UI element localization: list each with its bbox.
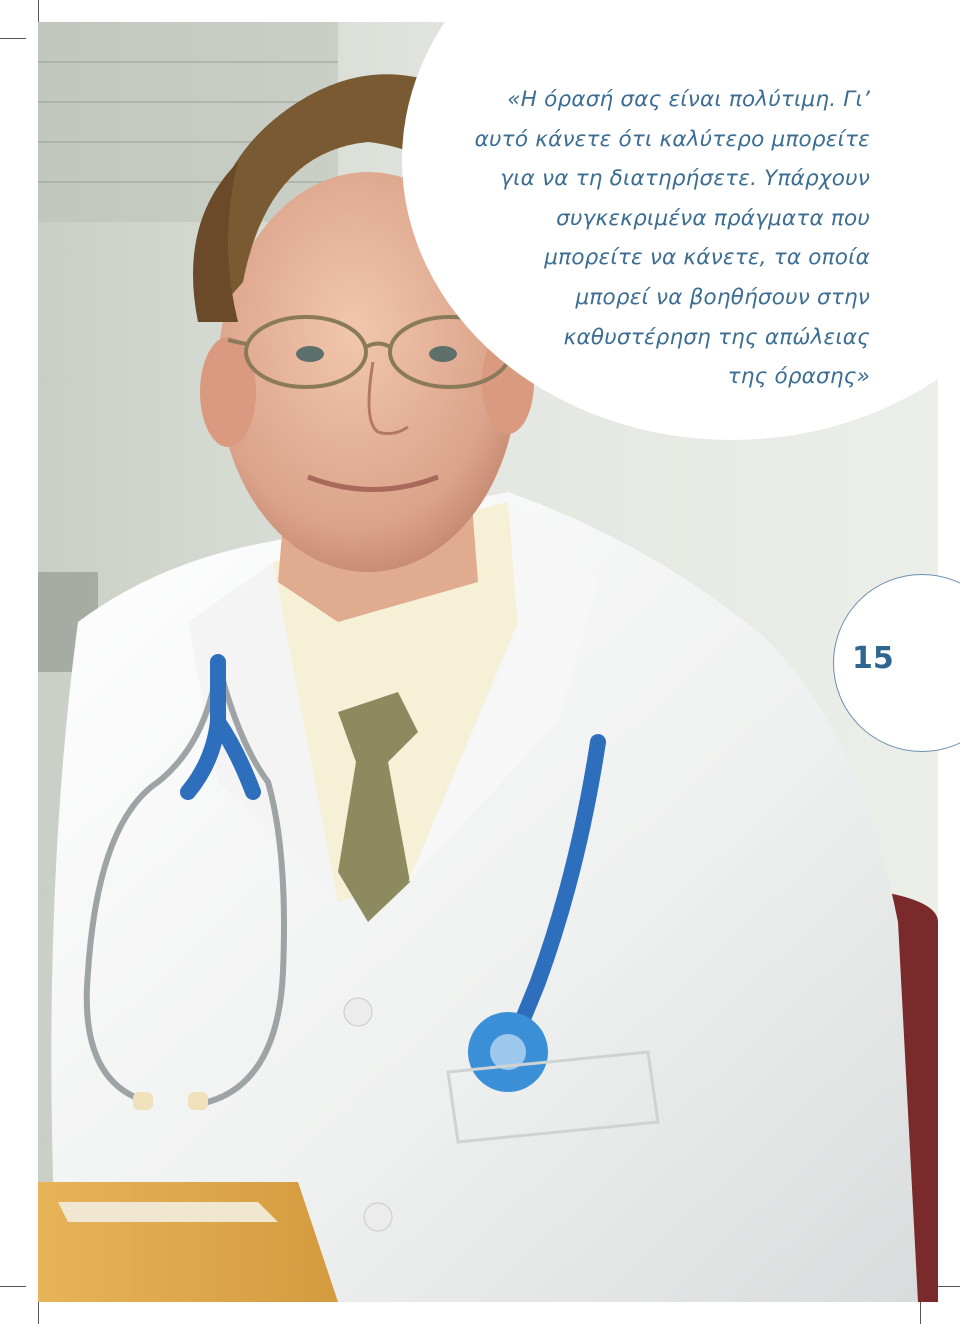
crop-mark-top-left-h <box>0 38 26 39</box>
quote-line: αυτό κάνετε ότι καλύτερο μπορείτε <box>474 126 870 152</box>
quote-line: συγκεκριμένα πράγματα που <box>556 205 870 231</box>
quote-line: μπορείτε να κάνετε, τα οποία <box>544 245 870 271</box>
quote-line: «Η όρασή σας είναι πολύτιμη. Γι’ <box>507 87 870 112</box>
pull-quote <box>430 80 870 397</box>
quote-line: μπορεί να βοηθήσουν στην <box>575 284 870 310</box>
quote-line: καθυστέρηση της απώλειας <box>563 324 870 350</box>
crop-mark-bottom-left-h <box>0 1286 26 1287</box>
quote-line: της όρασης» <box>727 364 870 390</box>
quote-line: για να τη διατηρήσετε. Υπάρχουν <box>500 166 870 192</box>
page-number: 15 <box>852 641 894 676</box>
